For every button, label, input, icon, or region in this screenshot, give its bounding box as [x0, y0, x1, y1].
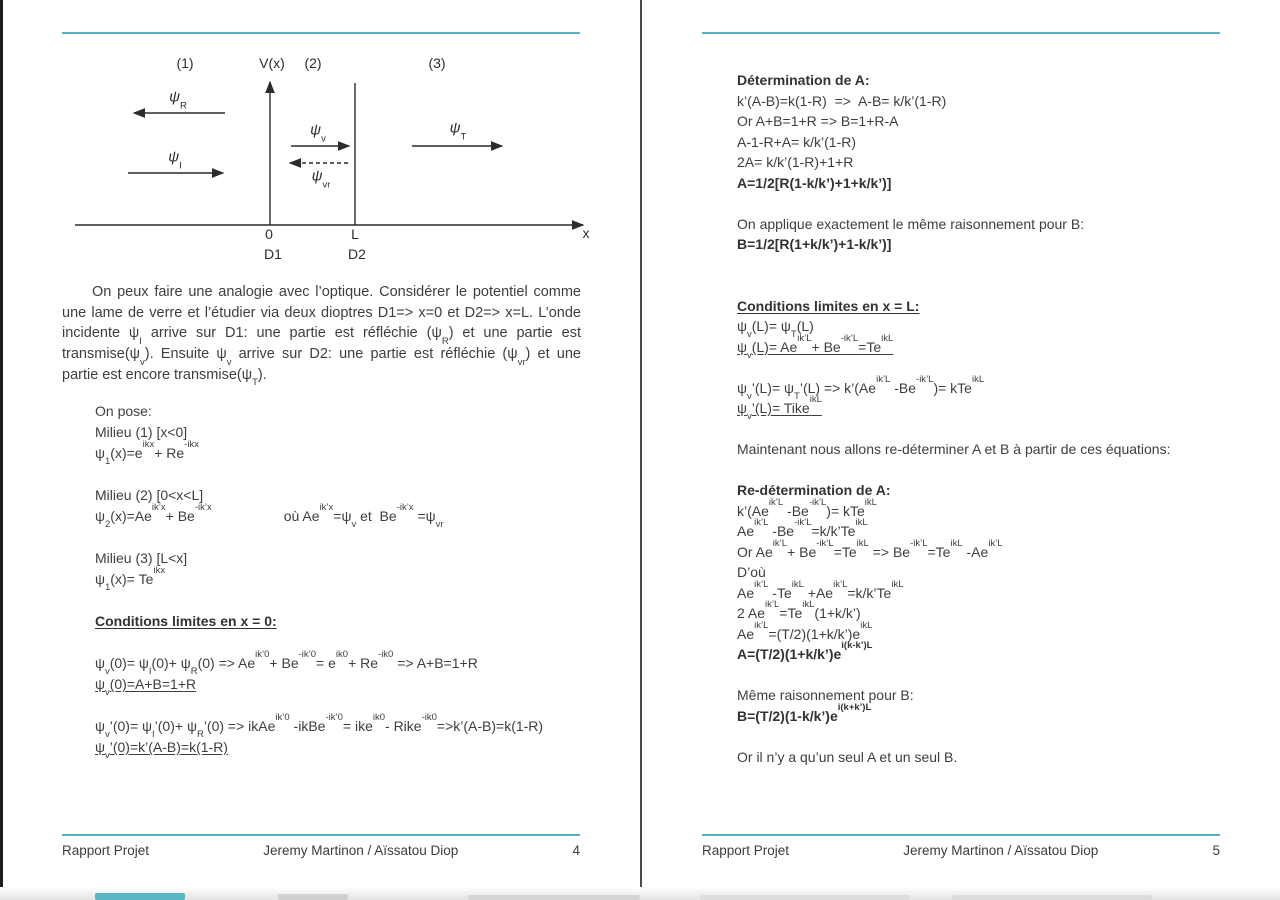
text-line: Conditions limites en x = L:: [737, 297, 920, 314]
psi-i-label: $\psi_I$: [168, 148, 182, 171]
text-line: $\psi_v’(L)=$ $\psi_T’(L)$ => $k’(Ae^{ik’L}$ $-Be^{-ik’L})= kTe^{ikL}$: [737, 373, 985, 402]
text-line: $\psi_v’(0)=k’(A-B)=k(1-R)$: [95, 739, 228, 762]
v-axis-label: V(x): [259, 55, 285, 71]
footer-authors: Jeremy Martinon / Aïssatou Diop: [263, 843, 459, 858]
blank-line: [737, 726, 1170, 747]
text-line: Re-détermination de A:: [737, 482, 891, 498]
text-line: $\psi_1(x)= Te^{ikx}$: [95, 565, 166, 594]
text-line: D’où: [737, 564, 766, 580]
blank-line: [95, 464, 543, 485]
text-line: Conditions limites en x = 0:: [95, 613, 277, 629]
blank-line: [95, 632, 543, 653]
text-line: Même raisonnement pour B:: [737, 687, 914, 703]
gray-fragment: [468, 895, 640, 900]
blank-line: [737, 665, 1170, 686]
page-footer: [62, 843, 580, 858]
text-line: $\psi_v(L)= Ae^{ik’L}+ Be^{-ik’L}=Te^{ikL}$: [737, 332, 894, 361]
left-equations-block: [95, 401, 544, 762]
footer-authors: Jeremy Martinon / Aïssatou Diop: [903, 843, 1099, 858]
psi-t-label: $\psi_T$: [449, 119, 467, 142]
diagram-axes: [60, 55, 600, 270]
d1-label: D1: [264, 246, 282, 262]
blank-line: [95, 695, 543, 716]
psi-r-label: $\psi_R$: [169, 88, 187, 111]
text-line: $\psi_v(0)= \psi_I(0)+ \psi_R(0) => Ae^{ik’0}+ Be^{-ik’0}= e^{ik0}+ Re^{-ik0} => A+B=1+R$: [95, 649, 478, 678]
psi-v-label: $\psi_v$: [310, 121, 326, 144]
blank-line: [95, 527, 543, 548]
text-line: Or A+B=1+R => B=1+R-A: [737, 113, 899, 129]
text-line: Milieu (3) [L<x]: [95, 550, 188, 566]
text-line: On pose:: [95, 403, 152, 419]
text-line: $\psi_v’(L)=$ Tike$^{ikL}$: [737, 394, 822, 423]
text-line: B=1/2[R(1+k/k’)+1-k/k’)]: [737, 236, 892, 252]
text-line: $B=(T/2)(1-k/k’)e^{i(k+k’)L}$: [737, 701, 872, 724]
footer-rule: [62, 834, 580, 836]
page-number: 4: [572, 843, 580, 858]
region-3-label: (3): [428, 55, 446, 71]
footer-rule: [702, 834, 1220, 836]
text-line: $\psi_2(x)=Ae^{ik’x}+$ $Be^{-ik’x}où$ $Ae^{ik’x}=\psi_v$ et $Be^{-ik’x} =\psi_{vr}$: [95, 502, 444, 531]
page-footer: [702, 843, 1220, 858]
text-line: $\psi_v(L)= \psi_T(L)$: [737, 318, 814, 341]
gray-fragment: [278, 894, 348, 900]
blank-line: [95, 590, 543, 611]
region-1-label: (1): [176, 55, 194, 71]
text-line: k’(A-B)=k(1-R) => A-B= k/k’(1-R): [737, 92, 947, 109]
text-line: $\psi_1(x)=e^{ikx}+ Re^{-ikx}$: [95, 439, 199, 468]
d2-label: D2: [348, 246, 366, 262]
text-line: $\psi_v(0)=A+B=1+R$: [95, 676, 197, 699]
text-line: A-1-R+A= k/k’(1-R): [737, 133, 857, 150]
gray-fragment: [952, 895, 1152, 900]
origin-label: 0: [265, 226, 273, 242]
next-row-peek: [0, 887, 1280, 900]
text-line: Détermination de A:: [737, 72, 870, 88]
right-equations-block: [737, 70, 1170, 767]
text-line: $k’(Ae^{ik’L}$ $-Be^{-ik’L})= kTe^{ikL}$: [737, 496, 877, 519]
text-line: Or $Ae^{ik’L}+ Be^{-ik’L}=Te^{ikL} => Be^{-ik’L}=Te^{ikL}$ $-Ae^{ik’L}$: [737, 537, 1003, 560]
text-line: $\psi_v’(0)=$ $\psi_I’(0)+$ $\psi_R’(0)$ => ikAe$^{ik’0}$ -ikBe$^{-ik’0}$= ike$^{ik0}$- Rike$^{-ik0}$=>k’(A-B)=k(1-R): [95, 712, 544, 741]
blank-line: [737, 193, 1170, 214]
blank-line: [737, 275, 1170, 296]
potential-barrier-diagram: [3, 0, 640, 275]
footer-title: Rapport Projet: [702, 843, 790, 858]
psi-vr-label: $\psi_{vr}$: [311, 167, 331, 190]
text-line: Maintenant nous allons re-déterminer A et B à partir de ces équations:: [737, 441, 1171, 457]
gray-fragment: [700, 895, 910, 900]
blank-line: [737, 460, 1170, 481]
text-line: 2 $Ae^{ik’L}=Te^{ikL}(1+k/k’)$: [737, 599, 861, 621]
text-line: Milieu (1) [x<0]: [95, 424, 188, 440]
text-line: $A=(T/2)(1+k/k’)e^{i(k-k’)L}$: [737, 640, 873, 662]
text-line: $Ae^{ik’L}=(T/2)(1+k/k’)e^{ikL}$: [737, 619, 873, 642]
blank-line: [737, 255, 1170, 276]
page-top-rule: [702, 32, 1220, 34]
page-number: 5: [1212, 843, 1220, 858]
blank-line: [737, 357, 1170, 378]
text-line: 2A= k/k’(1-R)+1+R: [737, 154, 854, 170]
text-line: Milieu (2) [0<x<L]: [95, 487, 204, 503]
text-line: A=1/2[R(1-k/k’)+1+k/k’)]: [737, 174, 892, 191]
text-line: $Ae^{ik’L}$ $-Te^{ikL}$ $+Ae^{ik’L}=k/k’Te^{ikL}$: [737, 578, 904, 601]
text-line: On applique exactement le même raisonnement pour B:: [737, 215, 1085, 232]
text-line: $Ae^{ik’L}$ $-Be^{-ik’L}=k/k’Te^{ikL}$: [737, 517, 868, 539]
blank-line: [737, 419, 1170, 440]
teal-fragment: [95, 893, 185, 900]
text-line: Or il n’y a qu’un seul A et un seul B.: [737, 748, 958, 765]
page-4: [3, 0, 640, 900]
region-2-label: (2): [304, 55, 322, 71]
intro-paragraph: On peux faire une analogie avec l’optique. Considérer le potentiel comme une lame de verre et l’étudier via deux dioptres D1=> x=0 et D2=> x=L. L’onde incidente $\psi_I$ arrive sur D1: une partie est réfléchie $(\psi_R)$ et une partie est $transmise(\psi_v)$. Ensuite $\psi_v$ arrive sur D2: une partie est réfléchie $(\psi_{vr})$ et une partie est encore $transmise(\psi_T)$.: [62, 284, 581, 389]
l-mark-label: L: [351, 226, 359, 242]
footer-title: Rapport Projet: [62, 843, 150, 858]
page-5: [642, 0, 1280, 900]
x-axis-label: x: [582, 225, 590, 241]
